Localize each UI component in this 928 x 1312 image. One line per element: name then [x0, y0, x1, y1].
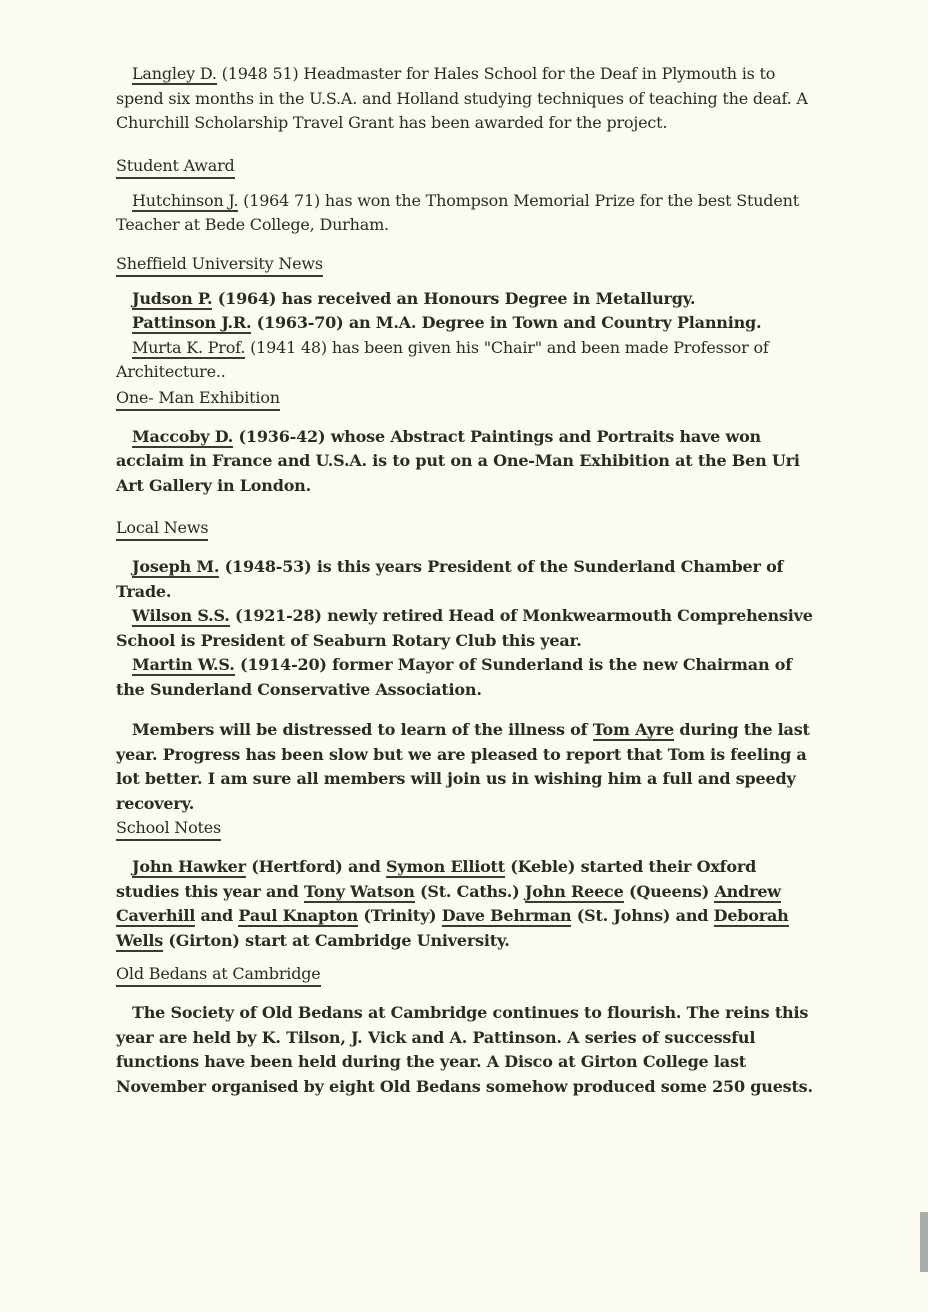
person-name: Tony Watson [303, 881, 415, 901]
entry-text: (Keble) started their Oxford studies this year and [116, 857, 757, 901]
entry-text: (Queens) [623, 881, 715, 901]
person-name: Deborah Wells [116, 906, 789, 950]
person-name: John Reece [524, 881, 624, 901]
page-edge-shadow [920, 1212, 928, 1272]
section-heading-local-news: Local News [116, 517, 208, 541]
section-heading-old-bedans: Old Bedans at Cambridge [116, 963, 321, 987]
entry-text: (St. Caths.) [414, 881, 525, 901]
entry-text: (1936-42) whose Abstract Paintings and Portraits have won acclaim in France and U.S.A. is to put on a One-Man Exhibition at the Ben Uri Art Gallery in London. [116, 426, 800, 495]
person-name: Paul Knapton [238, 906, 359, 925]
wilson-entry [116, 604, 816, 653]
martin-entry [116, 653, 816, 702]
maccoby-entry [116, 425, 816, 499]
section-heading-student-award: Student Award [116, 155, 235, 179]
person-name: Langley D. [132, 64, 217, 83]
person-name: Symon Elliott [385, 857, 505, 876]
person-name: Hutchinson J. [132, 190, 239, 210]
joseph-entry [116, 555, 816, 604]
old-bedans-paragraph: The Society of Old Bedans at Cambridge continues to flourish. The reins this year are held by K. Tilson, J. Vick and A. Pattinson. A series of successful functions have been held during the year. A Disco at Girton College last November organised by eight Old Bedans somehow produced some 250 guests. [116, 1003, 813, 1096]
hutchinson-entry [116, 189, 816, 238]
entry-text: during the last year. Progress has been slow but we are pleased to report that Tom is feeling a lot better. I am sure all members will join us in wishing him a full and speedy recovery. [116, 720, 810, 813]
langley-entry [116, 62, 816, 136]
person-name: Joseph M. [132, 557, 220, 576]
entry-text: (St. Johns) and [571, 906, 714, 925]
person-name: Martin W.S. [132, 655, 235, 674]
person-name: Murta K. Prof. [132, 337, 246, 357]
entry-text: and [195, 906, 239, 925]
entry-text: (Trinity) [358, 906, 442, 925]
section-heading-one-man: One- Man Exhibition [116, 387, 280, 411]
person-name: Pattinson J.R. [132, 313, 252, 332]
tom-ayre-paragraph [116, 718, 816, 816]
person-name: Tom Ayre [592, 720, 675, 739]
person-name: John Hawker [132, 857, 246, 876]
entry-text: (1941 48) has been given his "Chair" and been made Professor of Architecture.. [116, 337, 769, 381]
person-name: Andrew Caverhill [116, 881, 781, 925]
document-page [116, 62, 816, 1099]
section-heading-sheffield: Sheffield University News [116, 253, 323, 277]
judson-entry [116, 287, 816, 312]
entry-text: (1948 51) Headmaster for Hales School for the Deaf in Plymouth is to spend six months in the U.S.A. and Holland studying techniques of teaching the deaf. A Churchill Scholarship Travel Grant has been awarded for the project. [116, 64, 808, 132]
entry-text: (1963-70) an M.A. Degree in Town and Country Planning. [251, 313, 762, 332]
entry-text: Members will be distressed to learn of the illness of [132, 720, 593, 739]
entry-text: (Hertford) and [245, 857, 386, 876]
entry-text: (1964) has received an Honours Degree in Metallurgy. [212, 288, 696, 308]
person-name: Judson P. [132, 288, 213, 308]
murta-entry [116, 336, 816, 385]
pattinson-entry [116, 311, 816, 336]
person-name: Wilson S.S. [132, 606, 230, 625]
section-heading-school-notes: School Notes [116, 817, 221, 841]
school-notes-paragraph [116, 855, 816, 953]
entry-text: (1921-28) newly retired Head of Monkwearmouth Comprehensive School is President of Seaburn Rotary Club this year. [116, 606, 813, 650]
entry-text: (Girton) start at Cambridge University. [163, 930, 510, 950]
person-name: Maccoby D. [132, 426, 234, 446]
entry-text: (1948-53) is this years President of the Sunderland Chamber of Trade. [116, 557, 784, 601]
entry-text: (1964 71) has won the Thompson Memorial Prize for the best Student Teacher at Bede College, Durham. [116, 190, 799, 234]
person-name: Dave Behrman [441, 906, 572, 925]
entry-text: (1914-20) former Mayor of Sunderland is the new Chairman of the Sunderland Conservative Association. [116, 655, 792, 699]
